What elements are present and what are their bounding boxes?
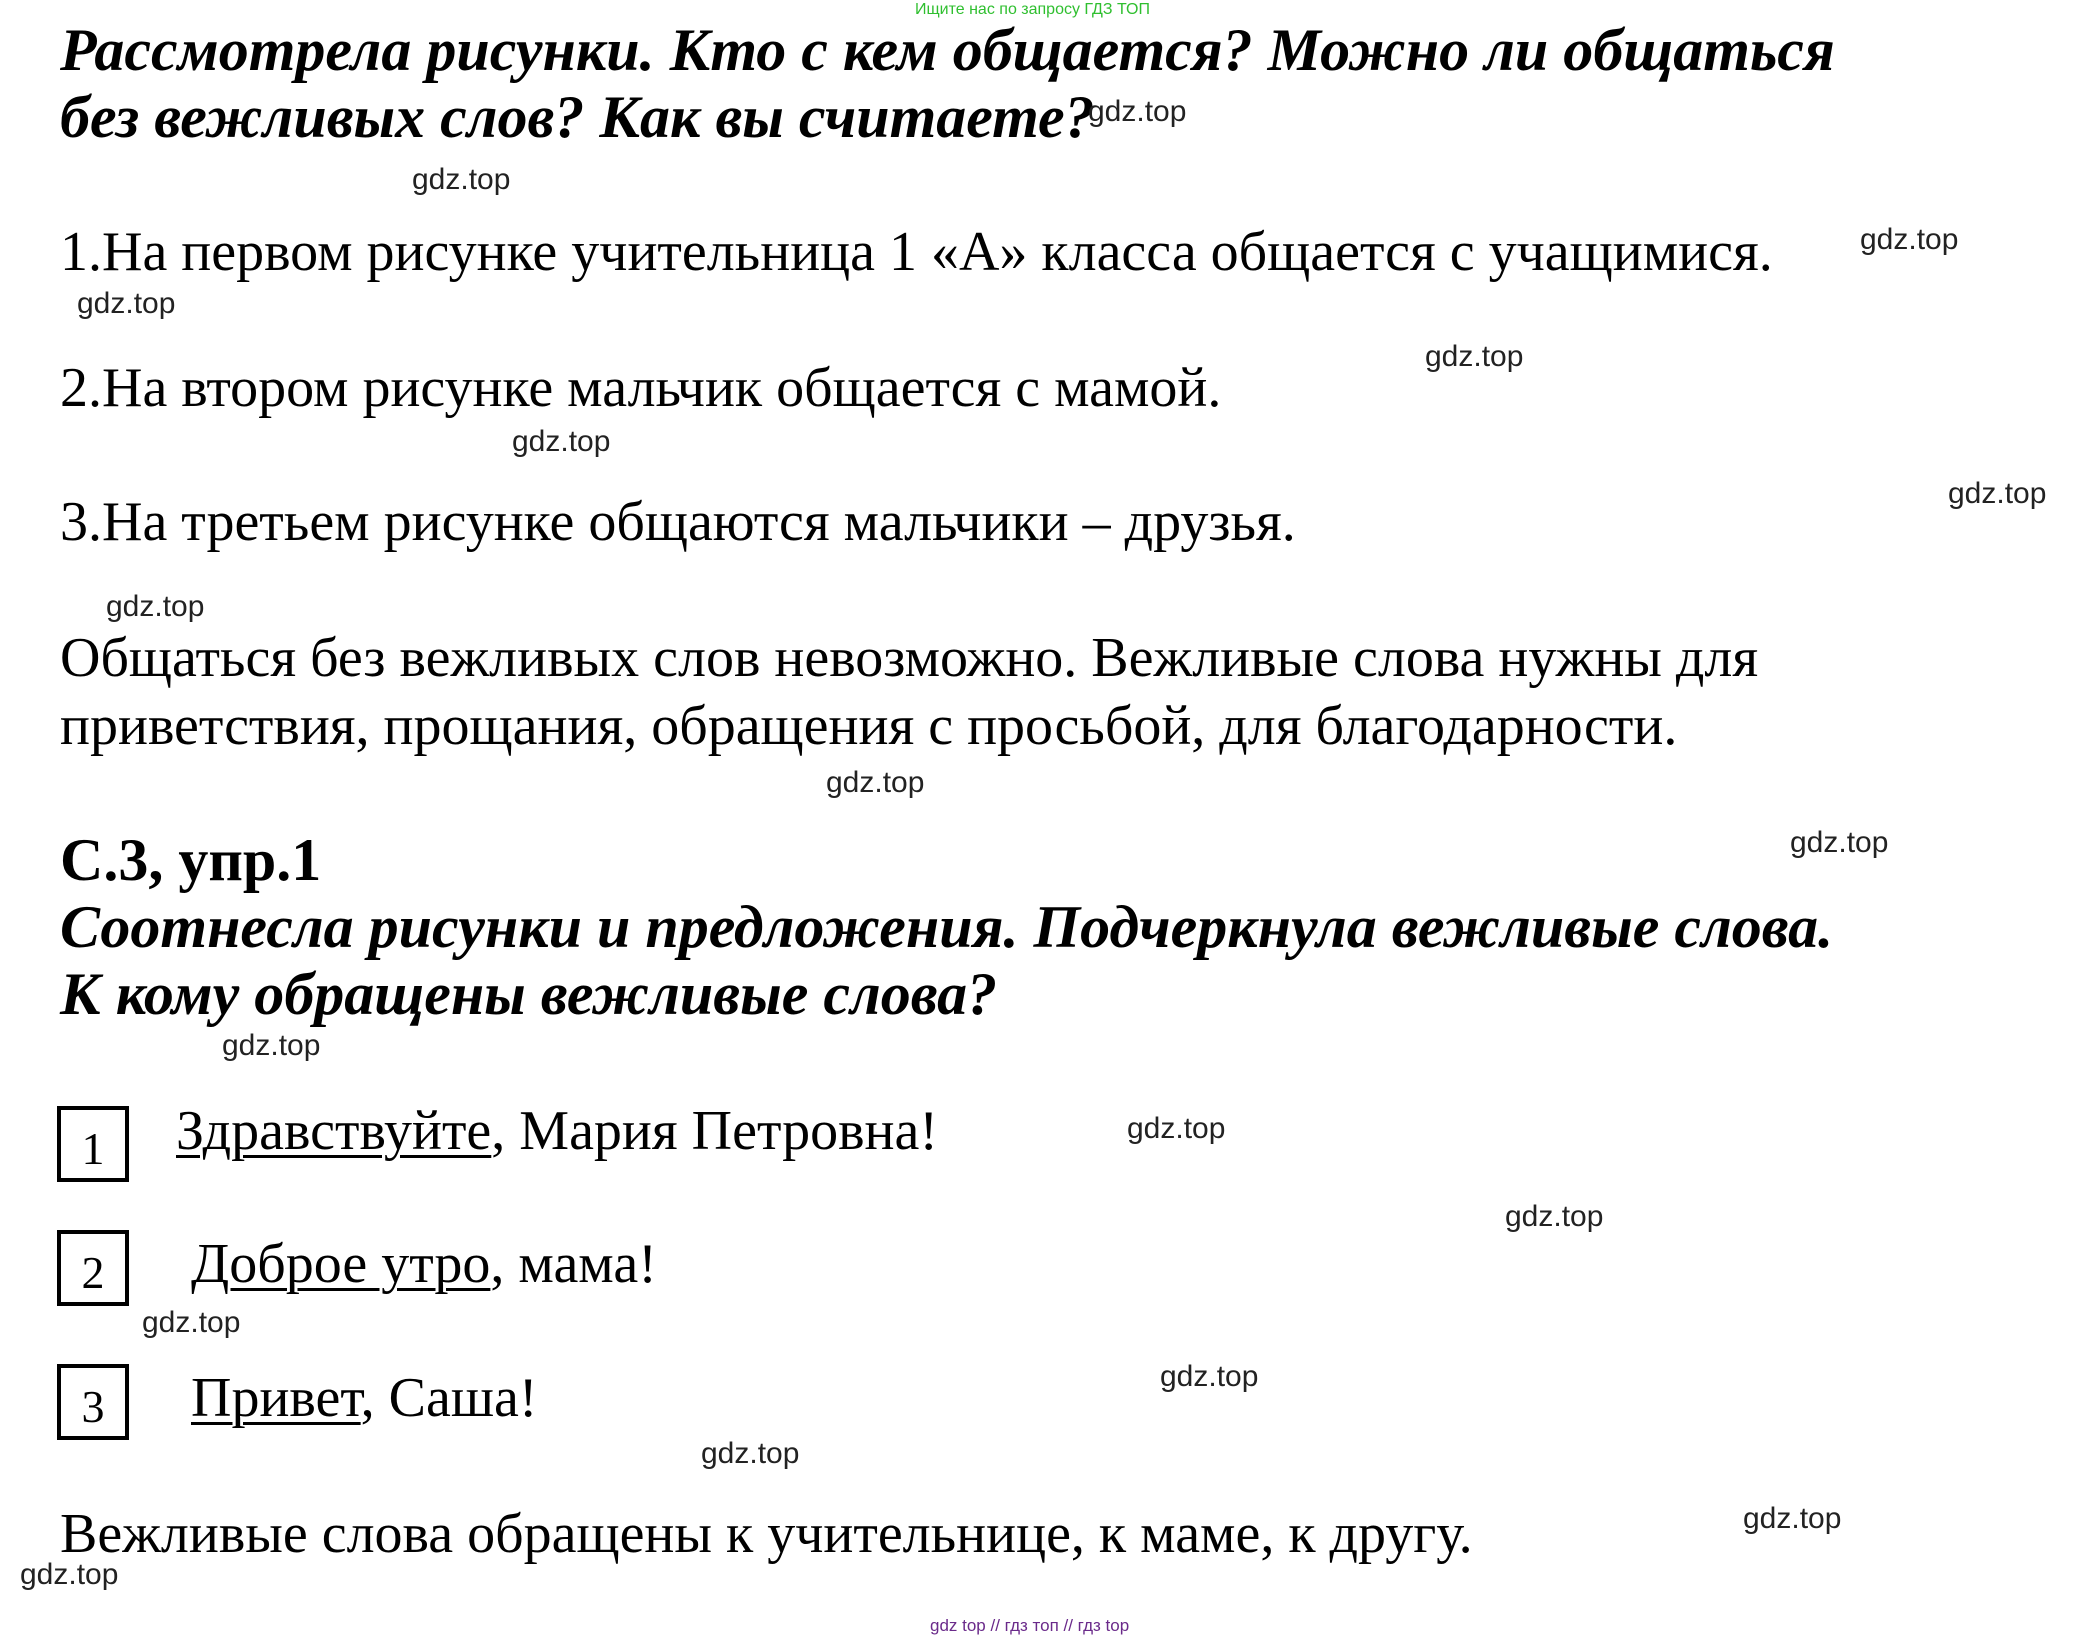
- watermark: gdz.top: [1088, 95, 1187, 128]
- answer-2: 2.На втором рисунке мальчик общается с мамой.: [60, 357, 1222, 419]
- watermark: gdz.top: [77, 287, 176, 320]
- polite-word-3: Привет: [191, 1367, 361, 1429]
- watermark: gdz.top: [412, 163, 511, 196]
- answer-1: 1.На первом рисунке учительница 1 «А» класса общается с учащимися.: [60, 221, 1773, 283]
- exercise-final-answer: Вежливые слова обращены к учительнице, к маме, к другу.: [60, 1503, 1473, 1565]
- number-box-1-label: 1: [81, 1123, 105, 1174]
- search-hint: Ищите нас по запросу ГДЗ ТОП: [915, 1, 1150, 18]
- watermark: gdz.top: [142, 1306, 241, 1339]
- exercise-task-line-2: К кому обращены вежливые слова?: [60, 961, 998, 1027]
- number-box-2: [57, 1230, 129, 1306]
- watermark: gdz.top: [701, 1437, 800, 1470]
- number-box-2-label: 2: [81, 1247, 105, 1298]
- watermark: gdz.top: [222, 1029, 321, 1062]
- sentence-2-rest: , мама!: [490, 1233, 657, 1295]
- number-box-3: [57, 1364, 129, 1440]
- sentence-3-rest: , Саша!: [360, 1367, 538, 1429]
- intro-question-line-1: Рассмотрела рисунки. Кто с кем общается? Можно ли общаться: [60, 17, 1835, 83]
- watermark: gdz.top: [826, 766, 925, 799]
- polite-word-2: Доброе утро: [191, 1233, 491, 1295]
- polite-word-1: Здравствуйте: [176, 1100, 492, 1162]
- conclusion-line-2: приветствия, прощания, обращения с просьбой, для благодарности.: [60, 695, 1678, 757]
- watermark: gdz.top: [1790, 826, 1889, 859]
- number-box-3-label: 3: [81, 1381, 105, 1432]
- watermark: gdz.top: [512, 425, 611, 458]
- number-box-1: [57, 1106, 129, 1182]
- bottom-watermark-note: gdz top // гдз топ // гдз top: [930, 1616, 1130, 1635]
- watermark: gdz.top: [20, 1558, 119, 1591]
- exercise-task-line-1: Соотнесла рисунки и предложения. Подчеркнула вежливые слова.: [60, 894, 1834, 960]
- watermark: gdz.top: [1160, 1360, 1259, 1393]
- exercise-heading: С.3, упр.1: [60, 827, 322, 893]
- intro-question-line-2: без вежливых слов? Как вы считаете?: [60, 84, 1095, 150]
- answer-3: 3.На третьем рисунке общаются мальчики – друзья.: [60, 491, 1296, 553]
- watermark: gdz.top: [1948, 477, 2047, 510]
- sentence-2: [191, 1230, 657, 1298]
- watermark: gdz.top: [1860, 223, 1959, 256]
- watermark: gdz.top: [1743, 1502, 1842, 1535]
- watermark: gdz.top: [1127, 1112, 1226, 1145]
- watermark: gdz.top: [1425, 340, 1524, 373]
- conclusion-line-1: Общаться без вежливых слов невозможно. Вежливые слова нужны для: [60, 627, 1759, 689]
- watermark: gdz.top: [1505, 1200, 1604, 1233]
- sentence-3: [191, 1364, 537, 1432]
- sentence-1: [176, 1097, 938, 1165]
- sentence-1-rest: , Мария Петровна!: [491, 1100, 939, 1162]
- watermark: gdz.top: [106, 590, 205, 623]
